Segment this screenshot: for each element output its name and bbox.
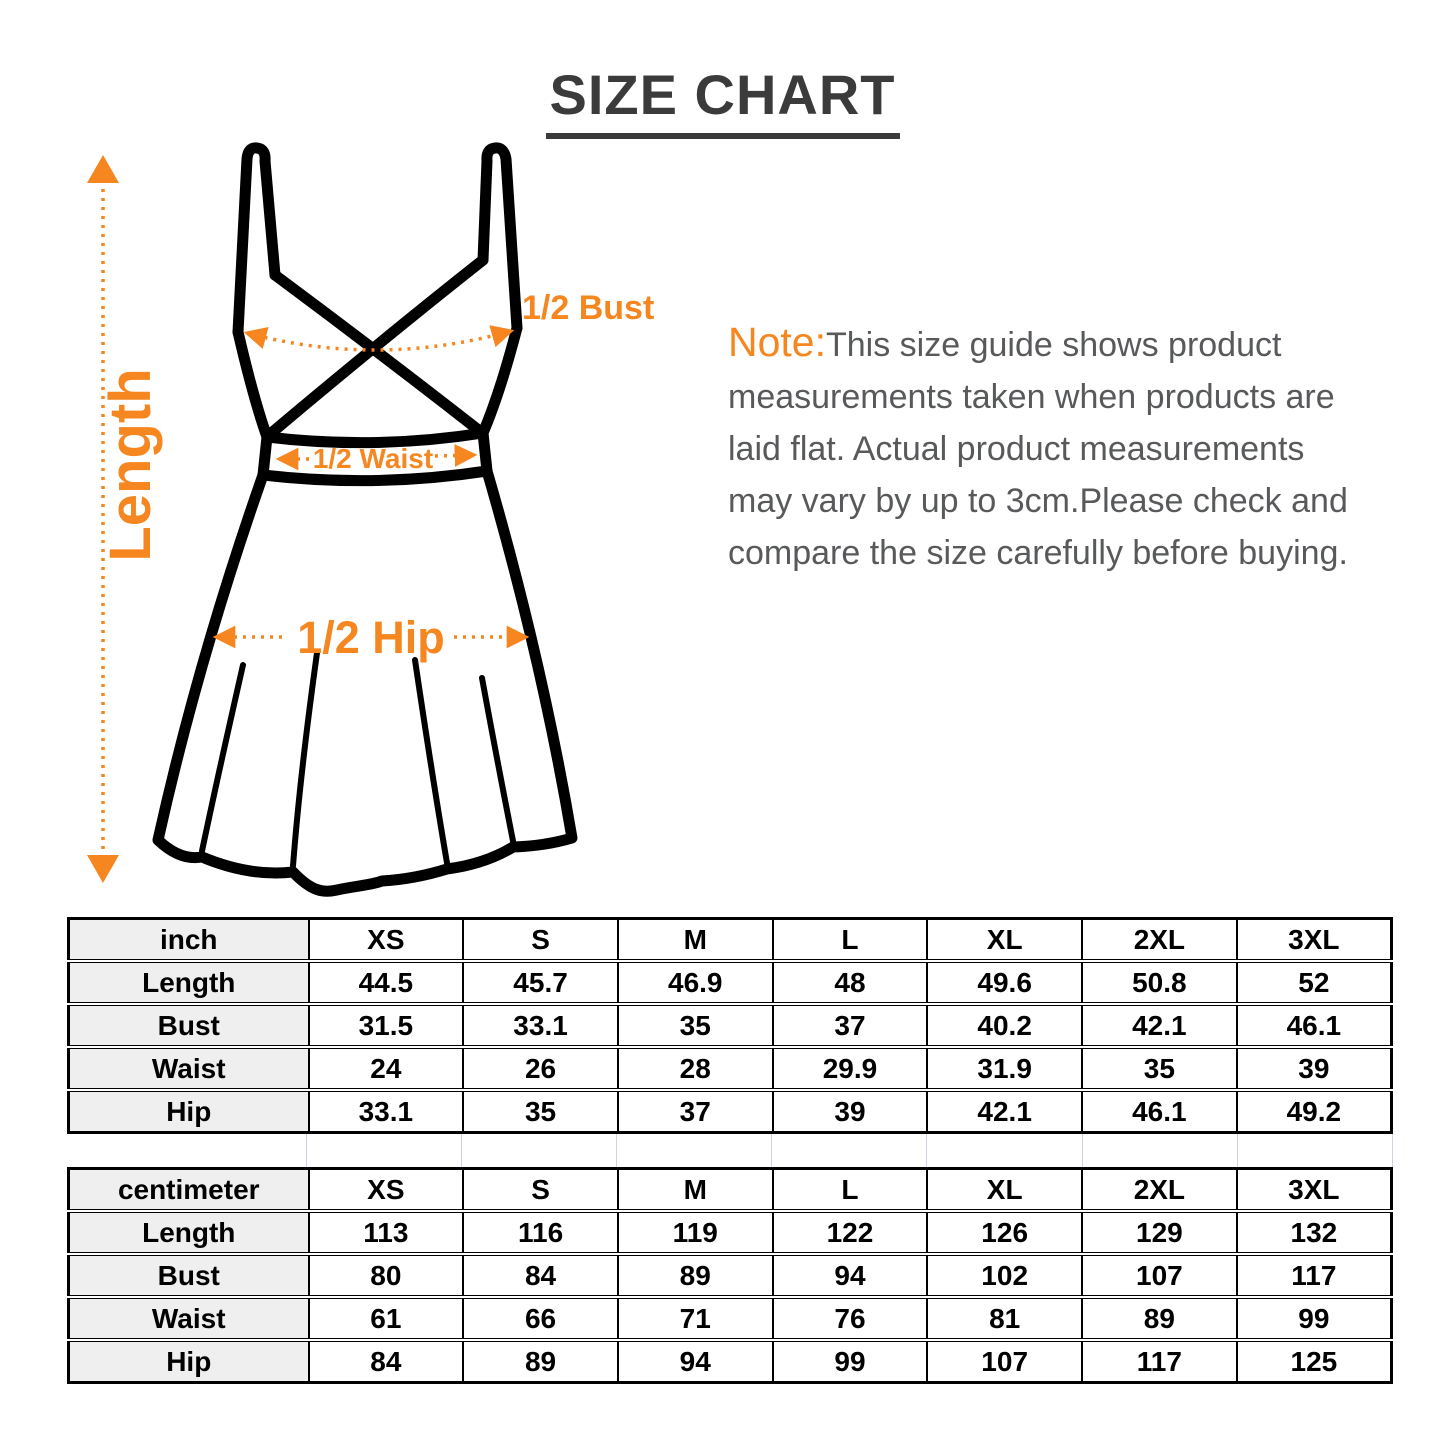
value-cell: 102 (927, 1254, 1082, 1297)
value-cell: 31.9 (927, 1047, 1082, 1090)
value-cell: 76 (773, 1297, 928, 1340)
size-tables (67, 917, 1393, 1384)
value-cell: 49.6 (927, 961, 1082, 1004)
value-cell: 61 (309, 1297, 464, 1340)
unit-cell: inch (69, 919, 309, 962)
size-header-cell: XS (309, 1169, 464, 1212)
size-header-cell: M (618, 919, 773, 962)
size-header-cell: L (773, 1169, 928, 1212)
title-wrap (0, 62, 1445, 139)
value-cell: 132 (1237, 1211, 1392, 1254)
size-header-cell: L (773, 919, 928, 962)
size-header-cell: S (463, 919, 618, 962)
bust-label: 1/2 Bust (522, 289, 655, 327)
gap-cell (307, 1134, 462, 1167)
dress-measurement-diagram (50, 135, 710, 915)
value-cell: 99 (773, 1340, 928, 1383)
value-cell: 84 (463, 1254, 618, 1297)
value-cell: 45.7 (463, 961, 618, 1004)
size-header-cell: 3XL (1237, 919, 1392, 962)
value-cell: 49.2 (1237, 1090, 1392, 1133)
value-cell: 35 (618, 1004, 773, 1047)
value-cell: 81 (927, 1297, 1082, 1340)
note-line: may vary by up to 3cm.Please check and (728, 482, 1348, 520)
value-cell: 119 (618, 1211, 773, 1254)
size-header-cell: 2XL (1082, 919, 1237, 962)
value-cell: 33.1 (309, 1090, 464, 1133)
value-cell: 26 (463, 1047, 618, 1090)
row-label-cell: Hip (69, 1340, 309, 1383)
gap-cell (462, 1134, 617, 1167)
value-cell: 129 (1082, 1211, 1237, 1254)
table-row (69, 1090, 1392, 1133)
table-header-row (69, 919, 1392, 962)
table-row (69, 1340, 1392, 1383)
note-label: Note: (728, 319, 826, 365)
note-text: This size guide shows product (826, 326, 1282, 364)
value-cell: 94 (773, 1254, 928, 1297)
dress-outline (158, 148, 572, 891)
row-label-cell: Hip (69, 1090, 309, 1133)
row-label-cell: Waist (69, 1047, 309, 1090)
row-label-cell: Length (69, 1211, 309, 1254)
size-header-cell: 2XL (1082, 1169, 1237, 1212)
row-label-cell: Bust (69, 1004, 309, 1047)
size-header-cell: 3XL (1237, 1169, 1392, 1212)
note-paragraph (728, 316, 1418, 579)
value-cell: 71 (618, 1297, 773, 1340)
gap-cell (772, 1134, 927, 1167)
value-cell: 42.1 (1082, 1004, 1237, 1047)
value-cell: 46.1 (1237, 1004, 1392, 1047)
value-cell: 33.1 (463, 1004, 618, 1047)
size-table-inch (67, 917, 1393, 1134)
waist-label: 1/2 Waist (312, 443, 434, 474)
value-cell: 24 (309, 1047, 464, 1090)
value-cell: 80 (309, 1254, 464, 1297)
value-cell: 44.5 (309, 961, 464, 1004)
row-label-cell: Length (69, 961, 309, 1004)
size-header-cell: XS (309, 919, 464, 962)
value-cell: 126 (927, 1211, 1082, 1254)
value-cell: 39 (773, 1090, 928, 1133)
value-cell: 35 (463, 1090, 618, 1133)
table-row (69, 1211, 1392, 1254)
value-cell: 50.8 (1082, 961, 1237, 1004)
value-cell: 48 (773, 961, 928, 1004)
gap-cell (1083, 1134, 1238, 1167)
waist-arrow-right (435, 455, 474, 456)
note-line: measurements taken when products are (728, 378, 1335, 416)
value-cell: 39 (1237, 1047, 1392, 1090)
value-cell: 42.1 (927, 1090, 1082, 1133)
row-label-cell: Bust (69, 1254, 309, 1297)
gap-cell (67, 1134, 307, 1167)
value-cell: 46.1 (1082, 1090, 1237, 1133)
value-cell: 89 (618, 1254, 773, 1297)
value-cell: 66 (463, 1297, 618, 1340)
value-cell: 117 (1237, 1254, 1392, 1297)
value-cell: 52 (1237, 961, 1392, 1004)
value-cell: 31.5 (309, 1004, 464, 1047)
length-label: Length (98, 368, 163, 562)
value-cell: 117 (1082, 1340, 1237, 1383)
page-title: SIZE CHART (546, 62, 900, 139)
gap-cell (1238, 1134, 1393, 1167)
table-row (69, 1004, 1392, 1047)
size-header-cell: S (463, 1169, 618, 1212)
gap-cell (927, 1134, 1082, 1167)
size-header-cell: XL (927, 919, 1082, 962)
value-cell: 28 (618, 1047, 773, 1090)
value-cell: 84 (309, 1340, 464, 1383)
value-cell: 122 (773, 1211, 928, 1254)
hip-label: 1/2 Hip (297, 612, 445, 663)
value-cell: 37 (618, 1090, 773, 1133)
value-cell: 89 (1082, 1297, 1237, 1340)
table-header-row (69, 1169, 1392, 1212)
value-cell: 94 (618, 1340, 773, 1383)
table-row (69, 1254, 1392, 1297)
value-cell: 116 (463, 1211, 618, 1254)
value-cell: 40.2 (927, 1004, 1082, 1047)
table-row (69, 961, 1392, 1004)
value-cell: 29.9 (773, 1047, 928, 1090)
value-cell: 107 (1082, 1254, 1237, 1297)
row-label-cell: Waist (69, 1297, 309, 1340)
value-cell: 37 (773, 1004, 928, 1047)
gap-cell (617, 1134, 772, 1167)
value-cell: 125 (1237, 1340, 1392, 1383)
note-line: laid flat. Actual product measurements (728, 430, 1305, 468)
value-cell: 107 (927, 1340, 1082, 1383)
value-cell: 99 (1237, 1297, 1392, 1340)
value-cell: 35 (1082, 1047, 1237, 1090)
note-line (728, 316, 1418, 371)
table-row (69, 1047, 1392, 1090)
size-table-centimeter (67, 1167, 1393, 1384)
value-cell: 113 (309, 1211, 464, 1254)
table-row (69, 1297, 1392, 1340)
size-header-cell: M (618, 1169, 773, 1212)
size-header-cell: XL (927, 1169, 1082, 1212)
note-line: compare the size carefully before buying. (728, 534, 1348, 572)
value-cell: 89 (463, 1340, 618, 1383)
value-cell: 46.9 (618, 961, 773, 1004)
unit-cell: centimeter (69, 1169, 309, 1212)
table-gap-row (67, 1134, 1393, 1167)
